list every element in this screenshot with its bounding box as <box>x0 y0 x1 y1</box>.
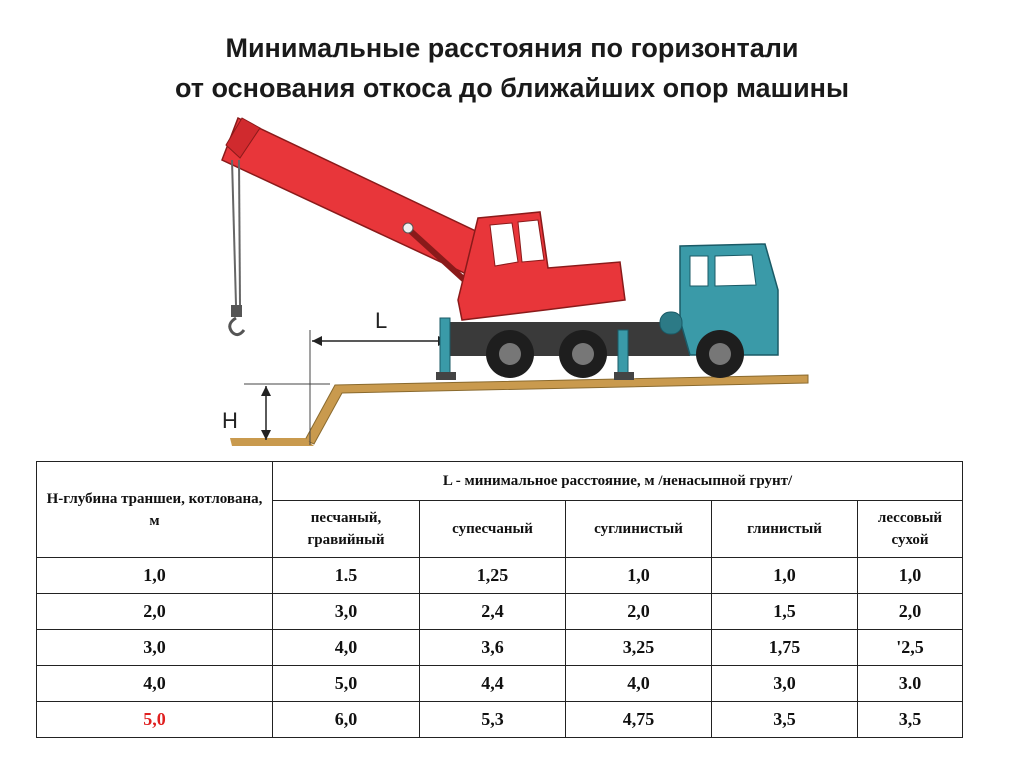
distance-table <box>36 461 963 738</box>
value-cell: 4,75 <box>566 702 712 738</box>
trench-bottom <box>230 438 314 446</box>
value-cell: 4,4 <box>420 666 566 702</box>
value-cell: 3,6 <box>420 630 566 666</box>
depth-cell: 1,0 <box>37 558 273 594</box>
value-cell: '2,5 <box>858 630 963 666</box>
value-cell: 1,5 <box>712 594 858 630</box>
depth-cell-highlighted: 5,0 <box>37 702 273 738</box>
ground-surface <box>305 375 808 444</box>
value-cell: 3,0 <box>273 594 420 630</box>
table-row <box>37 666 963 702</box>
title-line-1: Минимальные расстояния по горизонтали <box>225 33 799 63</box>
depth-cell: 4,0 <box>37 666 273 702</box>
depth-cell: 3,0 <box>37 630 273 666</box>
value-cell: 3.0 <box>858 666 963 702</box>
soil-type-header: суглинистый <box>566 501 712 558</box>
value-cell: 4,0 <box>273 630 420 666</box>
soil-type-header: глинистый <box>712 501 858 558</box>
distance-header: L - минимальное расстояние, м /ненасыпной грунт/ <box>273 462 963 501</box>
operator-cab <box>458 212 625 320</box>
value-cell: 5,0 <box>273 666 420 702</box>
value-cell: 3,5 <box>858 702 963 738</box>
soil-type-header: песчаный, гравийный <box>273 501 420 558</box>
table-row <box>37 558 963 594</box>
dimension-h-label: H <box>222 408 238 433</box>
table-row <box>37 594 963 630</box>
value-cell: 1,75 <box>712 630 858 666</box>
value-cell: 2,0 <box>566 594 712 630</box>
value-cell: 3,5 <box>712 702 858 738</box>
value-cell: 6,0 <box>273 702 420 738</box>
value-cell: 1.5 <box>273 558 420 594</box>
value-cell: 2,0 <box>858 594 963 630</box>
value-cell: 3,25 <box>566 630 712 666</box>
depth-header: H-глубина траншеи, котлована, м <box>37 462 273 558</box>
value-cell: 1,0 <box>858 558 963 594</box>
soil-type-header: супесчаный <box>420 501 566 558</box>
value-cell: 1,25 <box>420 558 566 594</box>
value-cell: 4,0 <box>566 666 712 702</box>
table-row <box>37 630 963 666</box>
value-cell: 5,3 <box>420 702 566 738</box>
value-cell: 1,0 <box>566 558 712 594</box>
value-cell: 3,0 <box>712 666 858 702</box>
value-cell: 2,4 <box>420 594 566 630</box>
title-line-2: от основания откоса до ближайших опор машины <box>174 73 850 103</box>
depth-cell: 2,0 <box>37 594 273 630</box>
dimension-l-label: L <box>375 308 388 333</box>
soil-type-header: лессовый сухой <box>858 501 963 558</box>
value-cell: 1,0 <box>712 558 858 594</box>
table-row <box>37 702 963 738</box>
